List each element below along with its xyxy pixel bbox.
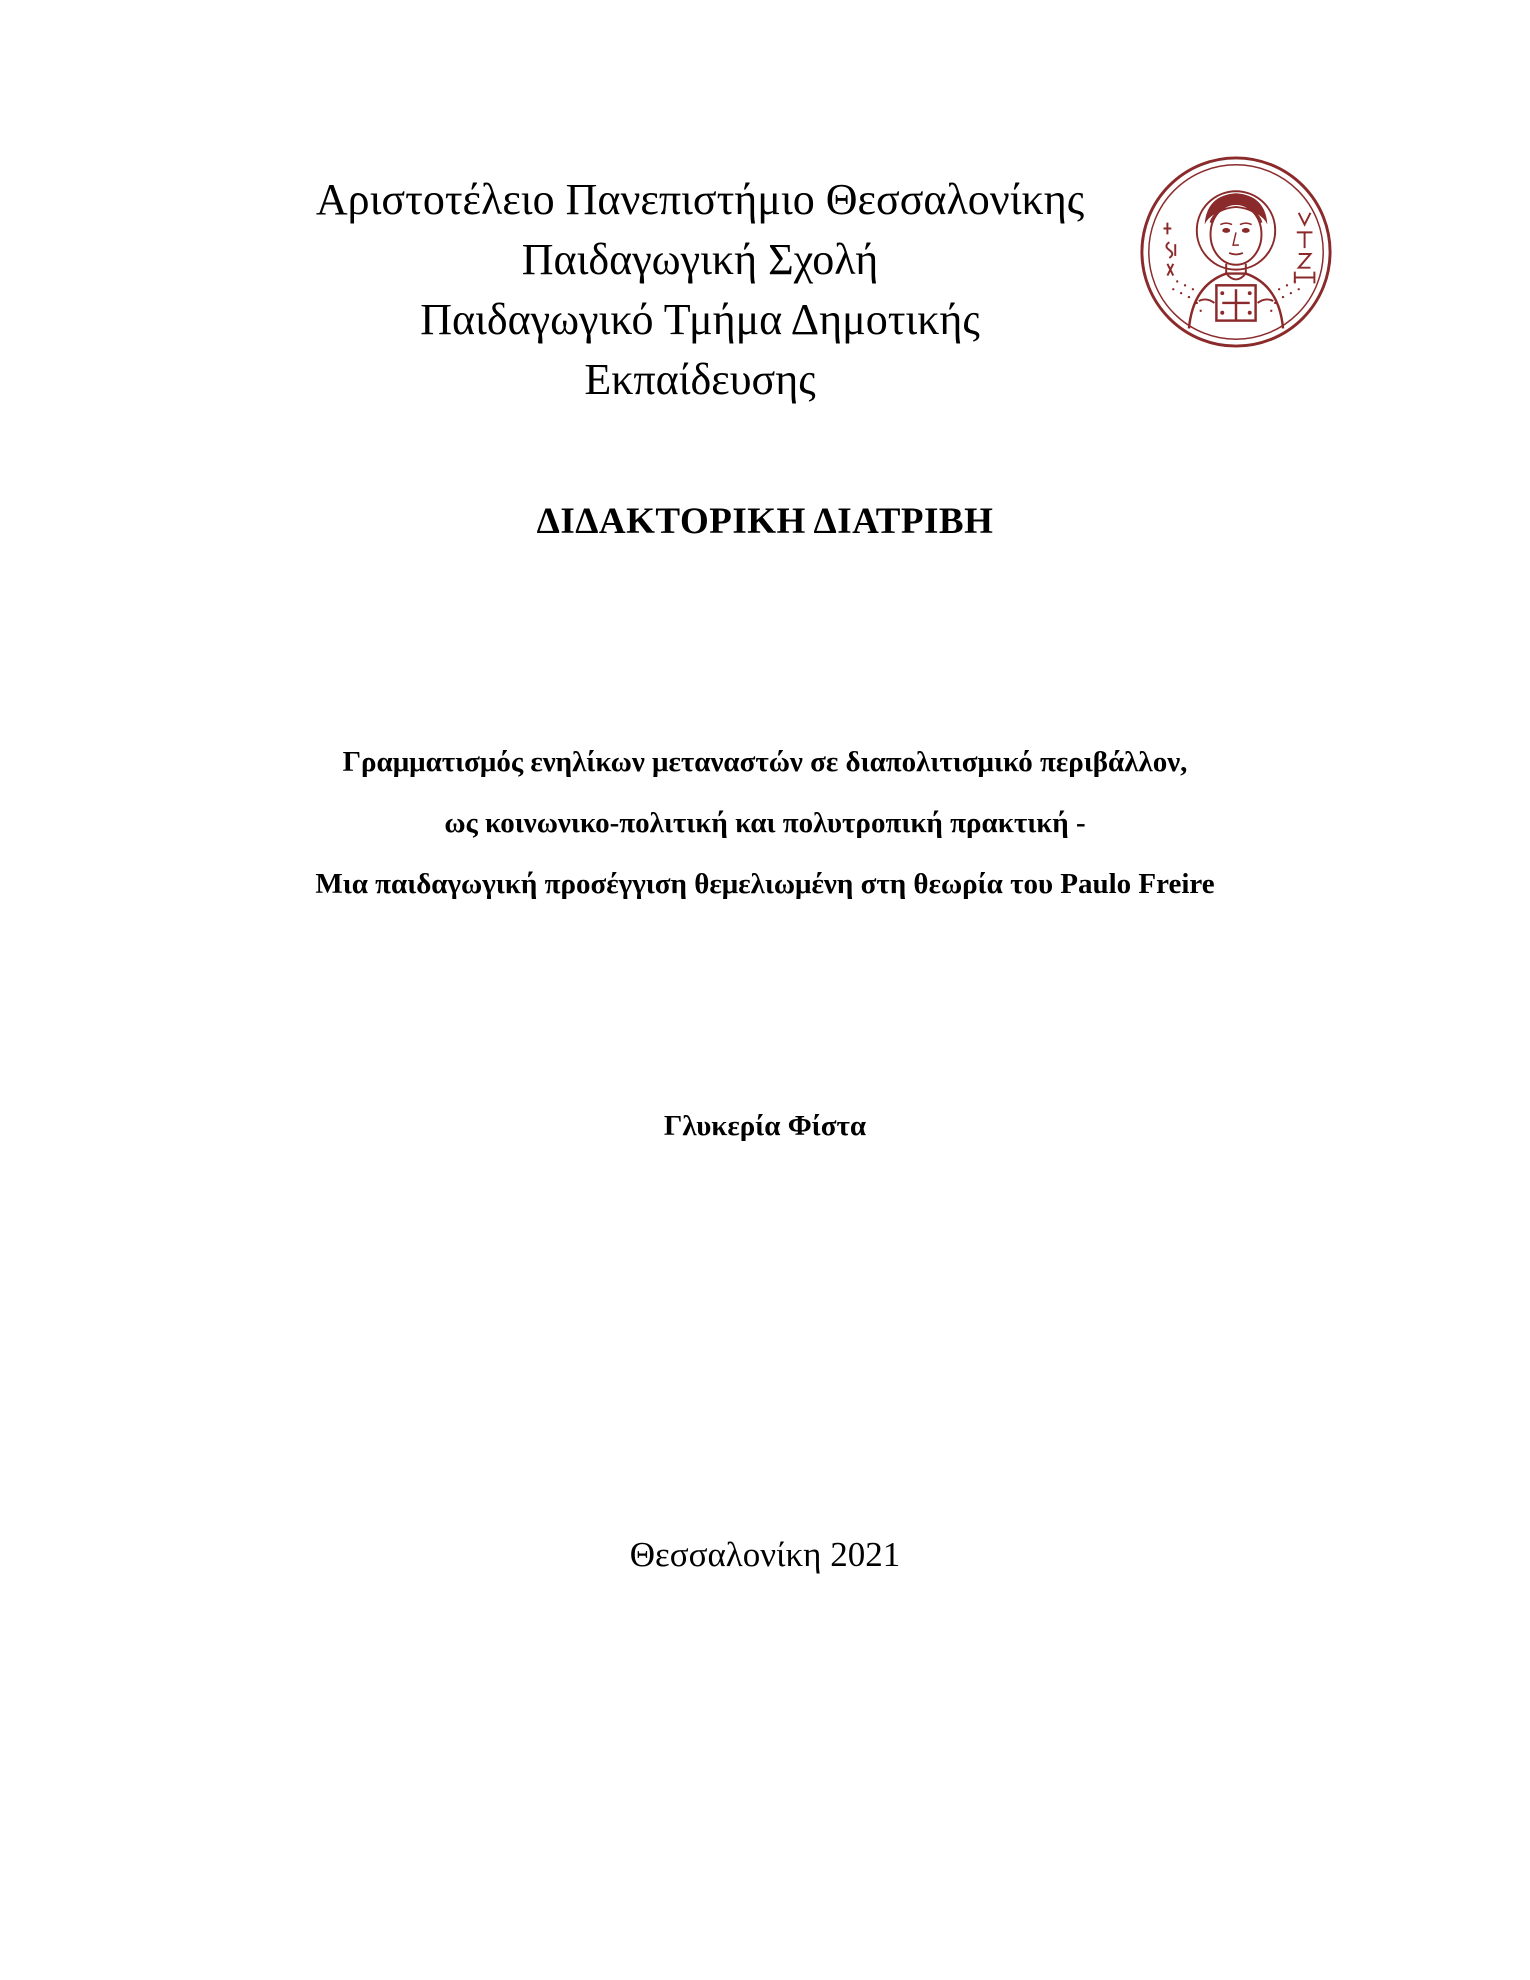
school-name: Παιδαγωγική Σχολή xyxy=(521,235,879,284)
department-name-line2: Εκπαίδευσης xyxy=(584,355,816,404)
document-type-heading: ΔΙΔΑΚΤΟΡΙΚΗ ΔΙΑΤΡΙΒΗ xyxy=(536,501,994,542)
thesis-title-line2: ως κοινωνικο-πολιτική και πολυτροπική πρακτική - xyxy=(444,807,1086,839)
university-name: Αριστοτέλειο Πανεπιστήμιο Θεσσαλονίκης xyxy=(315,175,1085,224)
institution-header xyxy=(270,170,1130,410)
thesis-title-line3: Μια παιδαγωγική προσέγγιση θεμελιωμένη στη θεωρία του Paulo Freire xyxy=(315,868,1215,900)
university-seal-icon xyxy=(1138,154,1334,350)
author-name: Γλυκερία Φίστα xyxy=(663,1110,867,1142)
place-and-year: Θεσσαλονίκη 2021 xyxy=(629,1535,901,1574)
department-name-line1: Παιδαγωγικό Τμήμα Δημοτικής xyxy=(420,295,980,344)
thesis-title xyxy=(0,732,1530,915)
thesis-title-line1: Γραμματισμός ενηλίκων μεταναστών σε διαπολιτισμικό περιβάλλον, xyxy=(342,746,1188,778)
